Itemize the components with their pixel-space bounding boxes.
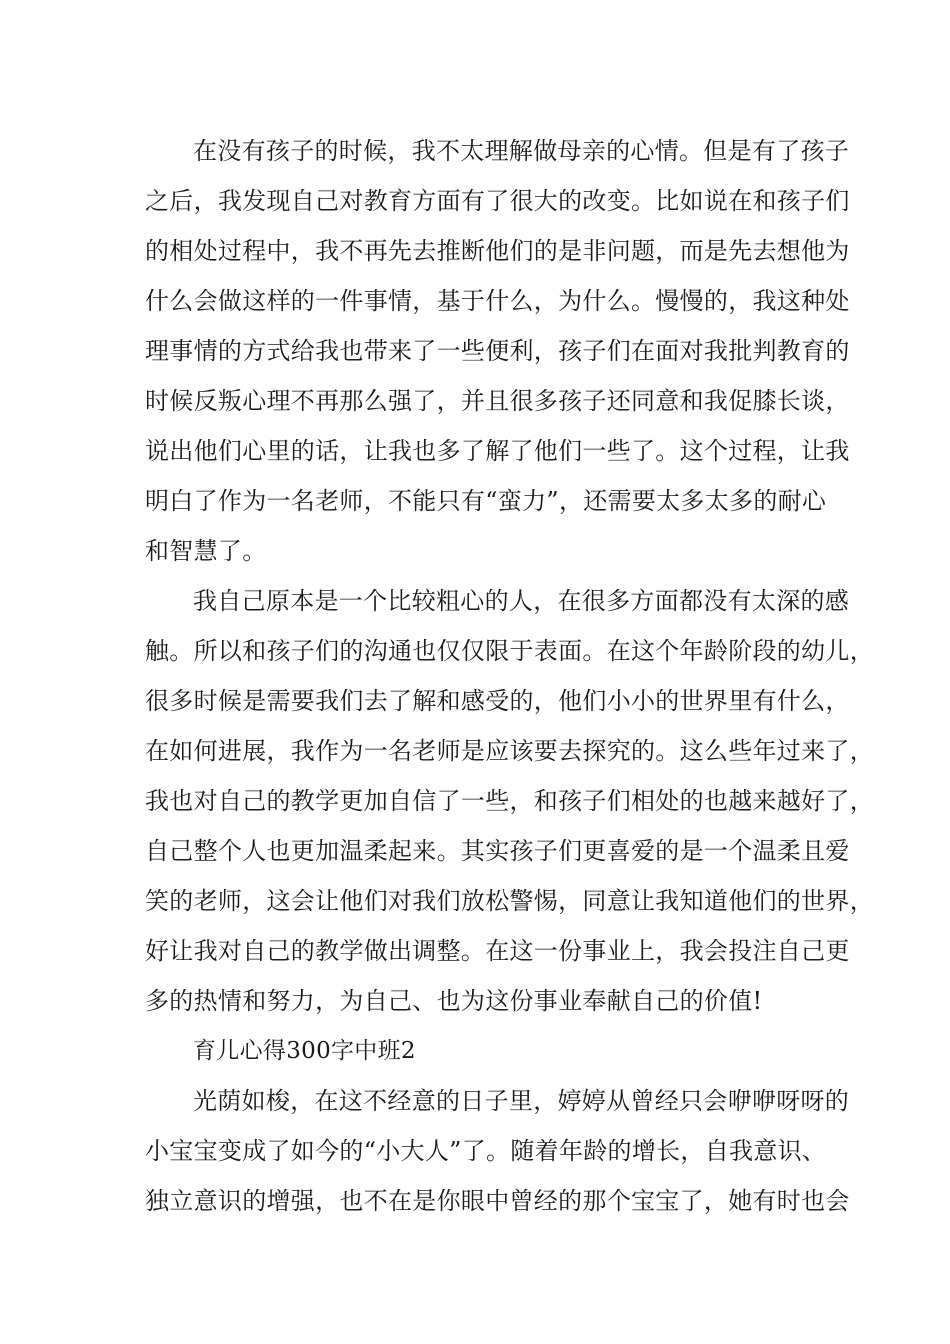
text-line: 笑的老师，这会让他们对我们放松警惕，同意让我知道他们的世界， <box>145 887 874 915</box>
text-line: 好让我对自己的教学做出调整。在这一份事业上，我会投注自己更 <box>145 937 850 965</box>
text-line: 之后，我发现自己对教育方面有了很大的改变。比如说在和孩子们 <box>145 187 850 215</box>
text-line: 小宝宝变成了如今的“小大人”了。随着年龄的增长，自我意识、 <box>145 1137 827 1165</box>
text-line: 独立意识的增强，也不在是你眼中曾经的那个宝宝了，她有时也会 <box>145 1187 850 1215</box>
text-line: 理事情的方式给我也带来了一些便利，孩子们在面对我批判教育的 <box>145 337 850 365</box>
text-line: 我也对自己的教学更加自信了一些，和孩子们相处的也越来越好了， <box>145 787 874 815</box>
text-line: 时候反叛心理不再那么强了，并且很多孩子还同意和我促膝长谈， <box>145 387 850 415</box>
text-line: 说出他们心里的话，让我也多了解了他们一些了。这个过程，让我 <box>145 437 850 465</box>
text-line: 我自己原本是一个比较粗心的人，在很多方面都没有太深的感 <box>193 587 850 615</box>
text-line: 多的热情和努力，为自己、也为这份事业奉献自己的价值! <box>145 987 763 1015</box>
text-line: 触。所以和孩子们的沟通也仅仅限于表面。在这个年龄阶段的幼儿， <box>145 637 874 665</box>
text-line: 在如何进展，我作为一名老师是应该要去探究的。这么些年过来了， <box>145 737 874 765</box>
text-line: 的相处过程中，我不再先去推断他们的是非问题，而是先去想他为 <box>145 237 850 265</box>
text-line: 光荫如梭，在这不经意的日子里，婷婷从曾经只会咿咿呀呀的 <box>193 1087 850 1115</box>
text-line: 什么会做这样的一件事情，基于什么，为什么。慢慢的，我这种处 <box>145 287 850 315</box>
text-line: 在没有孩子的时候，我不太理解做母亲的心情。但是有了孩子 <box>193 137 850 165</box>
text-line: 和智慧了。 <box>145 537 267 565</box>
text-line: 自己整个人也更加温柔起来。其实孩子们更喜爱的是一个温柔且爱 <box>145 837 850 865</box>
text-line: 明白了作为一名老师，不能只有“蛮力”，还需要太多太多的耐心 <box>145 487 827 515</box>
text-line: 很多时候是需要我们去了解和感受的，他们小小的世界里有什么， <box>145 687 850 715</box>
section-heading: 育儿心得300字中班2 <box>193 1038 416 1064</box>
